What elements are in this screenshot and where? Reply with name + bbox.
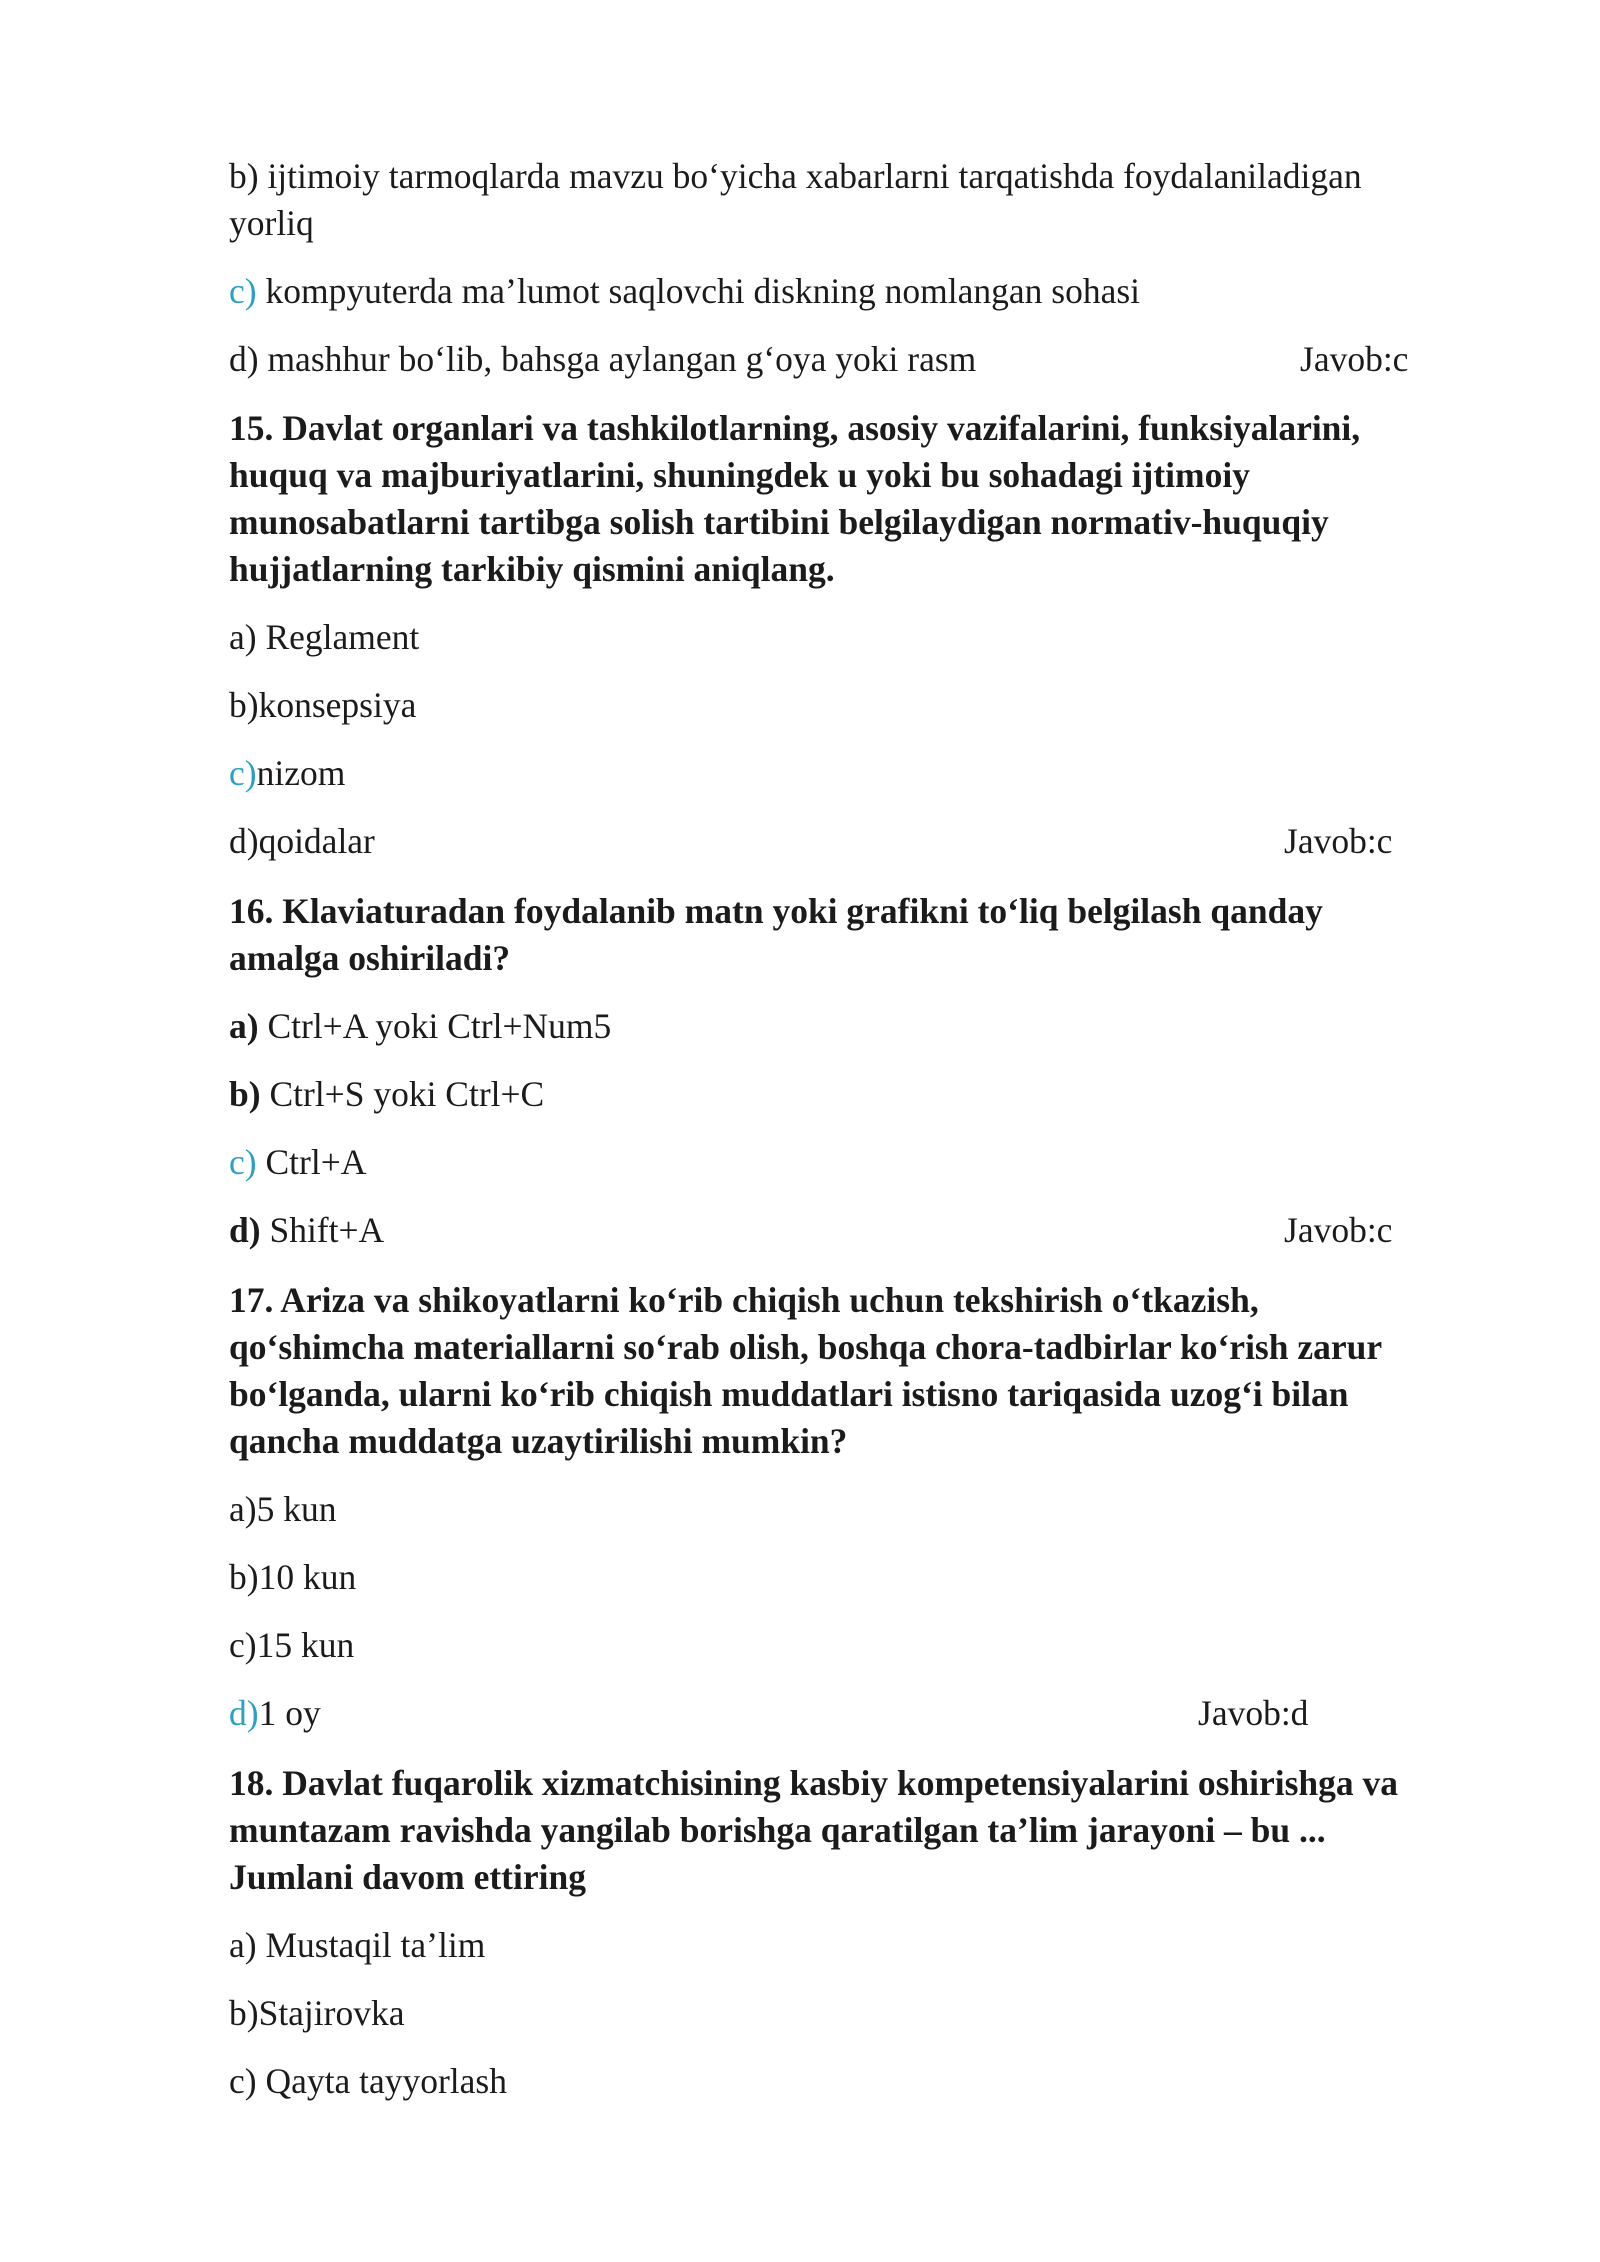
q15-option-c [229,750,345,797]
q16-option-d-text: Shift+A [260,1210,385,1250]
q14-answer: Javob:c [1300,339,1409,379]
q16-option-c-text: Ctrl+A [256,1142,367,1182]
q15-question-line4: hujjatlarning tarkibiy qismini aniqlang. [229,549,835,589]
q18-option-b: b)Stajirovka [229,1993,405,2033]
q16-option-b-letter: b) [229,1074,261,1114]
q16-option-c-letter: c) [229,1142,257,1182]
q18-option-c: c) Qayta tayyorlash [229,2061,507,2101]
q14-option-b-line1: b) ijtimoiy tarmoqlarda mavzu bo‘yicha xabarlarni tarqatishda foydalaniladigan [229,156,1362,196]
q16-option-a-letter: a) [229,1006,259,1046]
q15-question-line1: 15. Davlat organlari va tashkilotlarning, asosiy vazifalarini, funksiyalarini, [229,408,1361,448]
q15-option-a: a) Reglament [229,617,420,657]
q17-question-line2: qo‘shimcha materiallarni so‘rab olish, boshqa chora-tadbirlar ko‘rish zarur [229,1327,1383,1367]
q17-option-d-text: 1 oy [258,1693,321,1733]
q17-option-c: c)15 kun [229,1625,355,1665]
q16-option-b-text: Ctrl+S yoki Ctrl+C [260,1074,545,1114]
q14-option-c-text: kompyuterda ma’lumot saqlovchi diskning nomlangan sohasi [256,271,1141,311]
q15-option-b: b)konsepsiya [229,685,417,725]
q16-option-d [229,1207,384,1254]
q17-option-d [229,1690,321,1737]
q17-option-d-letter: d) [229,1693,259,1733]
q16-option-a-text: Ctrl+A yoki Ctrl+Num5 [258,1006,612,1046]
q17-question-line1: 17. Ariza va shikoyatlarni ko‘rib chiqish uchun tekshirish o‘tkazish, [229,1280,1259,1320]
q16-question-line2: amalga oshiriladi? [229,938,511,978]
q16-option-d-letter: d) [229,1210,261,1250]
q16-option-b [229,1071,544,1118]
q14-option-c-letter: c) [229,271,257,311]
q18-question-line2: muntazam ravishda yangilab borishga qaratilgan ta’lim jarayoni – bu ... [229,1810,1326,1850]
q16-option-a [229,1003,611,1050]
q14-option-c [229,268,1140,315]
q17-option-a: a)5 kun [229,1489,337,1529]
q16-option-c [229,1139,366,1186]
q14-option-d: d) mashhur bo‘lib, bahsga aylangan g‘oya yoki rasm [229,339,977,379]
q16-question-line1: 16. Klaviaturadan foydalanib matn yoki grafikni to‘liq belgilash qanday [229,891,1323,931]
q17-question-line4: qancha muddatga uzaytirilishi mumkin? [229,1421,848,1461]
q17-option-b: b)10 kun [229,1557,357,1597]
q18-option-a: a) Mustaqil ta’lim [229,1925,486,1965]
q15-answer: Javob:c [1284,821,1393,861]
q15-option-d: d)qoidalar [229,821,375,861]
q15-question-line3: munosabatlarni tartibga solish tartibini belgilaydigan normativ-huquqiy [229,502,1329,542]
q18-question-line1: 18. Davlat fuqarolik xizmatchisining kasbiy kompetensiyalarini oshirishga va [229,1763,1399,1803]
q17-answer: Javob:d [1198,1693,1309,1733]
q15-option-c-text: nizom [256,753,346,793]
q15-question-line2: huquq va majburiyatlarini, shuningdek u yoki bu sohadagi ijtimoiy [229,455,1250,495]
q16-answer: Javob:c [1284,1210,1393,1250]
q17-question-line3: bo‘lganda, ularni ko‘rib chiqish muddatlari istisno tariqasida uzog‘i bilan [229,1374,1349,1414]
q14-option-b-line2: yorliq [229,203,314,243]
q18-question-line3: Jumlani davom ettiring [229,1857,586,1897]
q15-option-c-letter: c) [229,753,257,793]
